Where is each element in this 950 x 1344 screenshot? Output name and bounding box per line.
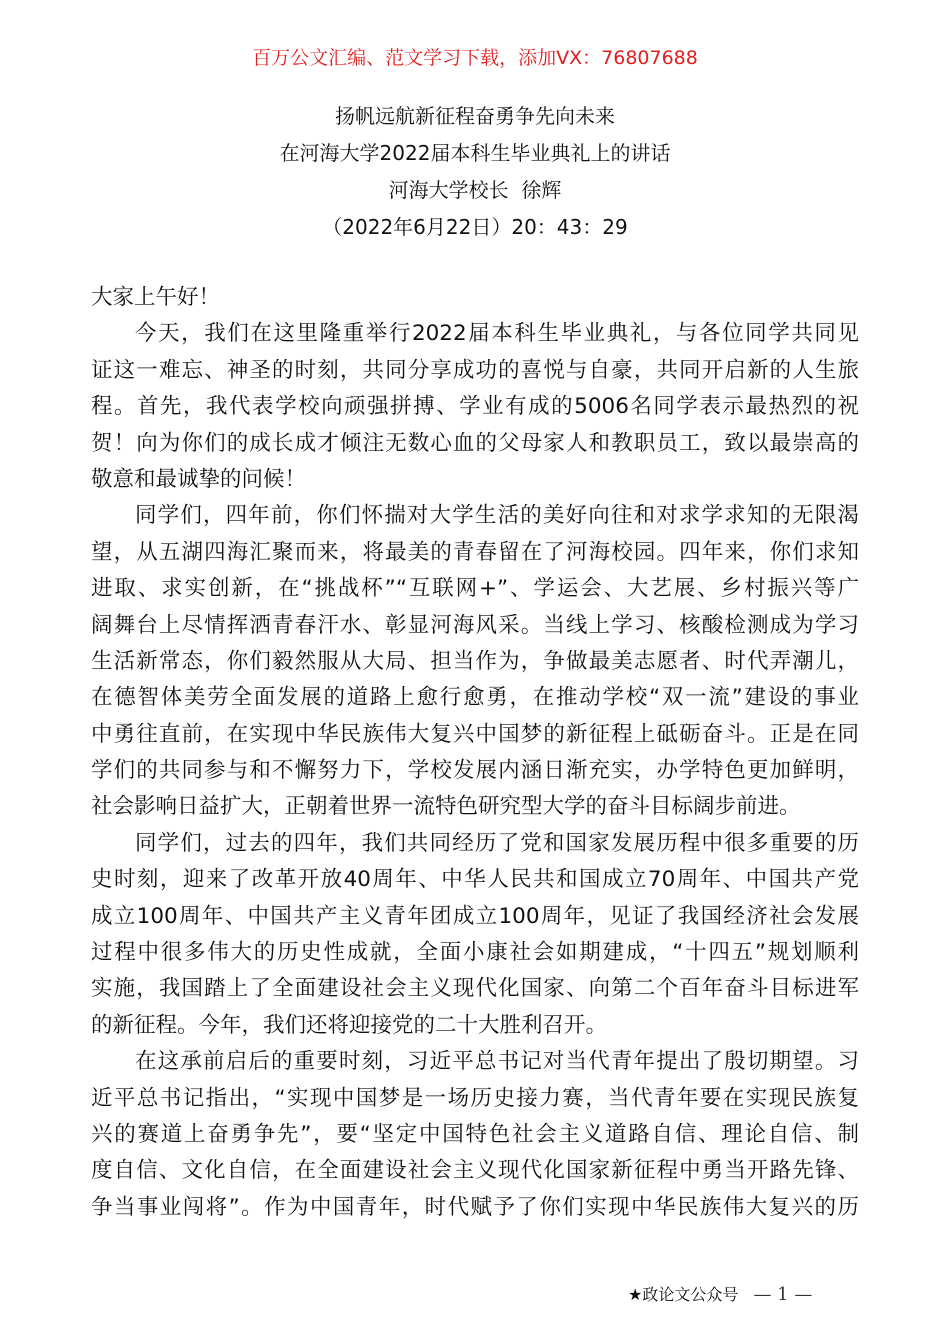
body-line: 成立100周年、中国共产主义青年团成立100周年，见证了我国经济社会发展	[91, 903, 859, 929]
body-line: 史时刻，迎来了改革开放40周年、中华人民共和国成立70周年、中国共产党	[91, 867, 859, 893]
body-line: 中勇往直前，在实现中华民族伟大复兴中国梦的新征程上砥砺奋斗。正是在同	[91, 721, 859, 747]
page-number: — 1 —	[753, 1284, 813, 1305]
body-line: 生活新常态，你们毅然服从大局、担当作为，争做最美志愿者、时代弄潮儿，	[91, 648, 859, 674]
watermark-text: 百万公文汇编、范文学习下载，添加VX：76807688	[252, 47, 698, 69]
body-line: 同学们，四年前，你们怀揣对大学生活的美好向往和对求学求知的无限渴	[135, 503, 859, 529]
body-line: 同学们，过去的四年，我们共同经历了党和国家发展历程中很多重要的历	[135, 830, 859, 856]
document-date: （2022年6月22日）20：43：29	[322, 215, 628, 239]
footer-source: ★政论文公众号	[628, 1285, 739, 1304]
body-line: 进取、求实创新，在“挑战杯”“互联网+”、学运会、大艺展、乡村振兴等广	[91, 576, 859, 602]
body-line: 今天，我们在这里隆重举行2022届本科生毕业典礼，与各位同学共同见	[135, 321, 859, 347]
body-line: 程。首先，我代表学校向顽强拼搏、学业有成的5006名同学表示最热烈的祝	[91, 394, 859, 420]
body-line: 望，从五湖四海汇聚而来，将最美的青春留在了河海校园。四年来，你们求知	[91, 539, 859, 565]
body-line: 度自信、文化自信，在全面建设社会主义现代化国家新征程中勇当开路先锋、	[91, 1158, 859, 1184]
body-line: 的新征程。今年，我们还将迎接党的二十大胜利召开。	[91, 1012, 608, 1038]
body-line: 敬意和最诚挚的问候！	[91, 466, 307, 492]
body-line: 在这承前启后的重要时刻，习近平总书记对当代青年提出了殷切期望。习	[135, 1049, 859, 1075]
document-header	[0, 98, 950, 246]
body-line: 实施，我国踏上了全面建设社会主义现代化国家、向第二个百年奋斗目标进军	[91, 976, 859, 1002]
document-body	[91, 280, 859, 1226]
document-subtitle: 在河海大学2022届本科生毕业典礼上的讲话	[279, 141, 671, 165]
document-title: 扬帆远航新征程奋勇争先向未来	[335, 104, 615, 128]
body-line: 社会影响日益扩大，正朝着世界一流特色研究型大学的奋斗目标阔步前进。	[91, 794, 801, 820]
body-line: 大家上午好！	[91, 285, 221, 310]
body-line: 贺！向为你们的成长成才倾注无数心血的父母家人和教职员工，致以最崇高的	[91, 430, 859, 456]
watermark-banner	[0, 44, 950, 72]
body-line: 阔舞台上尽情挥洒青春汗水、彰显河海风采。当线上学习、核酸检测成为学习	[91, 612, 859, 638]
body-line: 在德智体美劳全面发展的道路上愈行愈勇，在推动学校“双一流”建设的事业	[91, 685, 859, 711]
body-line: 争当事业闯将”。作为中国青年，时代赋予了你们实现中华民族伟大复兴的历	[91, 1194, 859, 1220]
body-line: 近平总书记指出，“实现中国梦是一场历史接力赛，当代青年要在实现民族复	[91, 1085, 859, 1111]
body-line: 过程中很多伟大的历史性成就，全面小康社会如期建成，“十四五”规划顺利	[91, 940, 859, 966]
body-line: 兴的赛道上奋勇争先”，要“坚定中国特色社会主义道路自信、理论自信、制	[91, 1121, 859, 1147]
document-author: 河海大学校长 徐辉	[388, 178, 562, 202]
page-footer	[628, 1284, 812, 1306]
body-line: 学们的共同参与和不懈努力下，学校发展内涵日渐充实，办学特色更加鲜明，	[91, 758, 859, 784]
body-line: 证这一难忘、神圣的时刻，共同分享成功的喜悦与自豪，共同开启新的人生旅	[91, 357, 859, 383]
